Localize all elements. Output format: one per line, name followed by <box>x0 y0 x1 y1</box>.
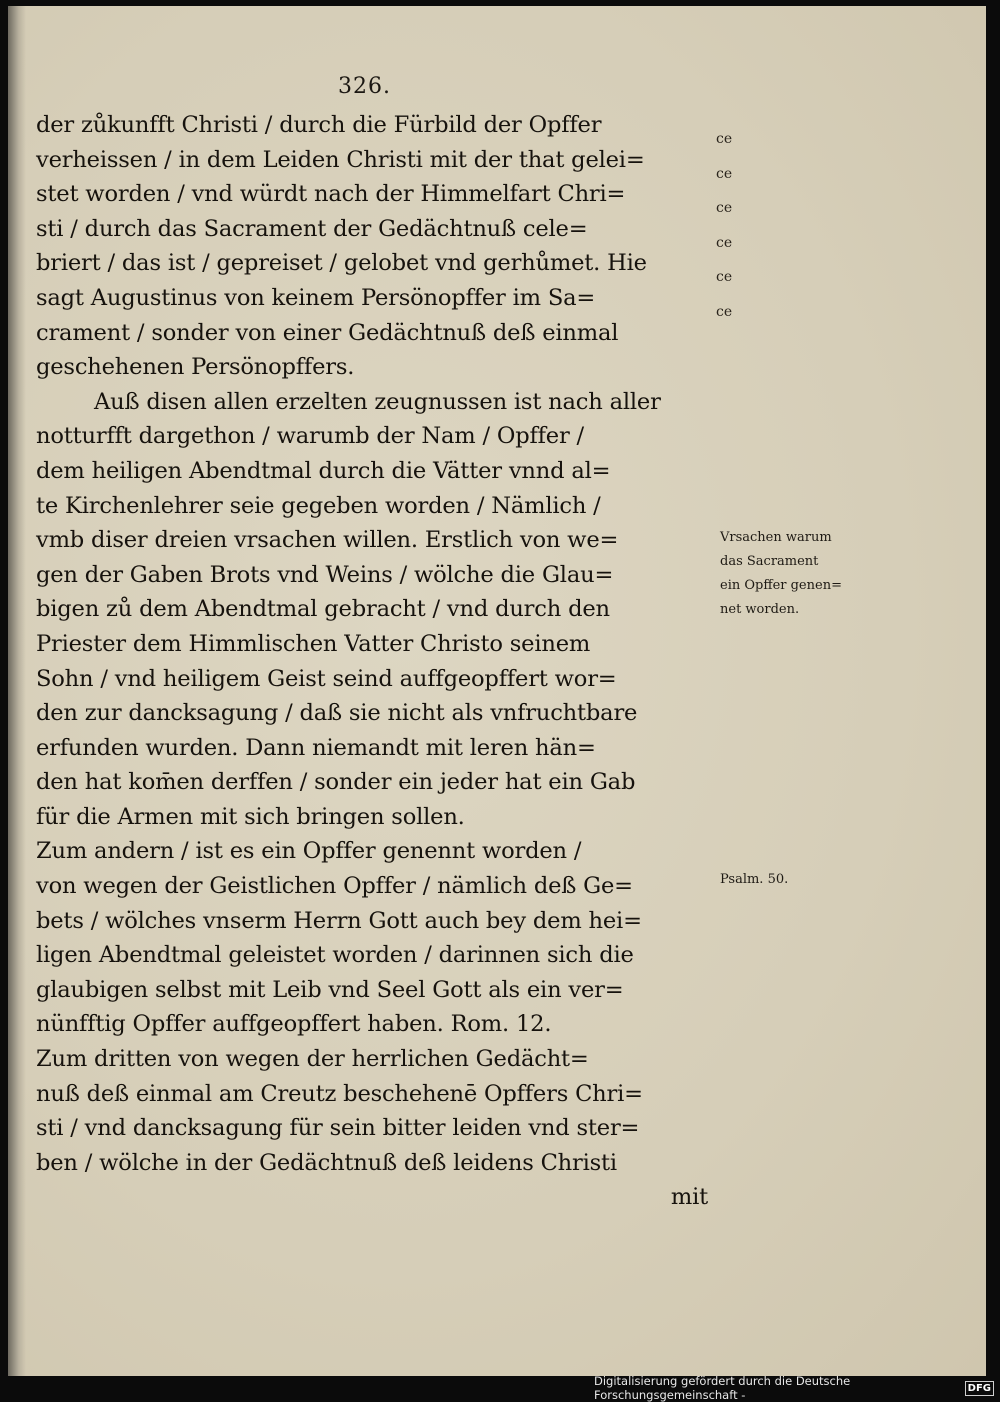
dfg-logo: DFG <box>965 1381 994 1396</box>
text-line: glaubigen selbst mit Leib vnd Seel Gott als ein ver= <box>36 976 624 1003</box>
text-line: sagt Augustinus von keinem Persönopffer im Sa= <box>36 284 596 311</box>
text-line: der zůkunfft Christi / durch die Fürbild der Opffer <box>36 112 602 138</box>
text-line: Priester dem Himmlischen Vatter Christo seinem <box>36 630 591 657</box>
margin-note-psalm: Psalm. 50. <box>720 872 789 887</box>
margin-note-line: net worden. <box>720 602 800 617</box>
main-text-block <box>36 108 716 1215</box>
page-gutter-shadow <box>8 6 26 1376</box>
text-line: dem heiligen Abendtmal durch die Vätter vnnd al= <box>36 457 611 484</box>
footer-bar <box>594 1376 1000 1400</box>
text-line: vmb diser dreien vrsachen willen. Erstlich von we= <box>36 527 619 554</box>
text-line: sti / durch das Sacrament der Gedächtnuß cele= <box>36 215 588 242</box>
text-line: ligen Abendtmal geleistet worden / darinnen sich die <box>36 942 634 969</box>
text-line: sti / vnd dancksagung für sein bitter leiden vnd ster= <box>36 1115 640 1142</box>
text-line: bigen zů dem Abendtmal gebracht / vnd durch den <box>36 596 610 623</box>
text-line: Sohn / vnd heiligem Geist seind auffgeopffert wor= <box>36 665 617 692</box>
text-line: von wegen der Geistlichen Opffer / nämlich deß Ge= <box>36 873 633 900</box>
quote-mark: ce <box>716 303 733 320</box>
text-line: notturfft dargethon / warumb der Nam / Opffer / <box>36 423 584 450</box>
text-line: ben / wölche in der Gedächtnuß deß leidens Christi <box>36 1149 617 1176</box>
margin-note-line: Vrsachen warum <box>720 530 832 545</box>
text-line: verheissen / in dem Leiden Christi mit der that gelei= <box>36 146 645 173</box>
text-line: erfunden wurden. Dann niemandt mit leren hän= <box>36 734 596 761</box>
margin-note-line: ein Opffer genen= <box>720 578 842 593</box>
page-number: 326. <box>338 74 391 99</box>
book-page <box>8 6 986 1376</box>
text-line: Auß disen allen erzelten zeugnussen ist nach aller <box>94 388 661 415</box>
text-line: geschehenen Persönopffers. <box>36 354 355 381</box>
quote-mark: ce <box>716 200 733 217</box>
quote-mark: ce <box>716 131 733 147</box>
text-line: nuß deß einmal am Creutz beschehenē Opffers Chri= <box>36 1080 643 1107</box>
quote-mark: ce <box>716 165 733 182</box>
text-line: Zum dritten von wegen der herrlichen Gedächt= <box>36 1046 589 1073</box>
text-line: den hat kom̄en derffen / sonder ein jeder hat ein Gab <box>36 769 636 796</box>
text-line: stet worden / vnd würdt nach der Himmelfart Chri= <box>36 181 626 208</box>
text-line: bets / wölches vnserm Herrn Gott auch bey dem hei= <box>36 907 642 934</box>
text-line: briert / das ist / gepreiset / gelobet vnd gerhůmet. Hie <box>36 250 647 277</box>
text-line: te Kirchenlehrer seie gegeben worden / Nämlich / <box>36 492 601 519</box>
text-line: für die Armen mit sich bringen sollen. <box>36 803 465 830</box>
quote-mark: ce <box>716 234 733 251</box>
footer-credit-text: Digitalisierung gefördert durch die Deutsche Forschungsgemeinschaft - <box>594 1374 851 1402</box>
text-line: den zur dancksagung / daß sie nicht als vnfruchtbare <box>36 700 638 727</box>
quote-mark: ce <box>716 269 733 286</box>
margin-note-reasons <box>720 526 900 622</box>
catchword: mit <box>670 1184 708 1211</box>
text-line: nünfftig Opffer auffgeopffert haben. Rom. 12. <box>36 1011 552 1038</box>
text-line: gen der Gaben Brots vnd Weins / wölche die Glau= <box>36 561 614 588</box>
quotation-marks-column <box>716 122 756 330</box>
text-line: crament / sonder von einer Gedächtnuß deß einmal <box>36 319 619 346</box>
text-line: Zum andern / ist es ein Opffer genennt worden / <box>36 838 582 865</box>
margin-note-line: das Sacrament <box>720 554 819 569</box>
